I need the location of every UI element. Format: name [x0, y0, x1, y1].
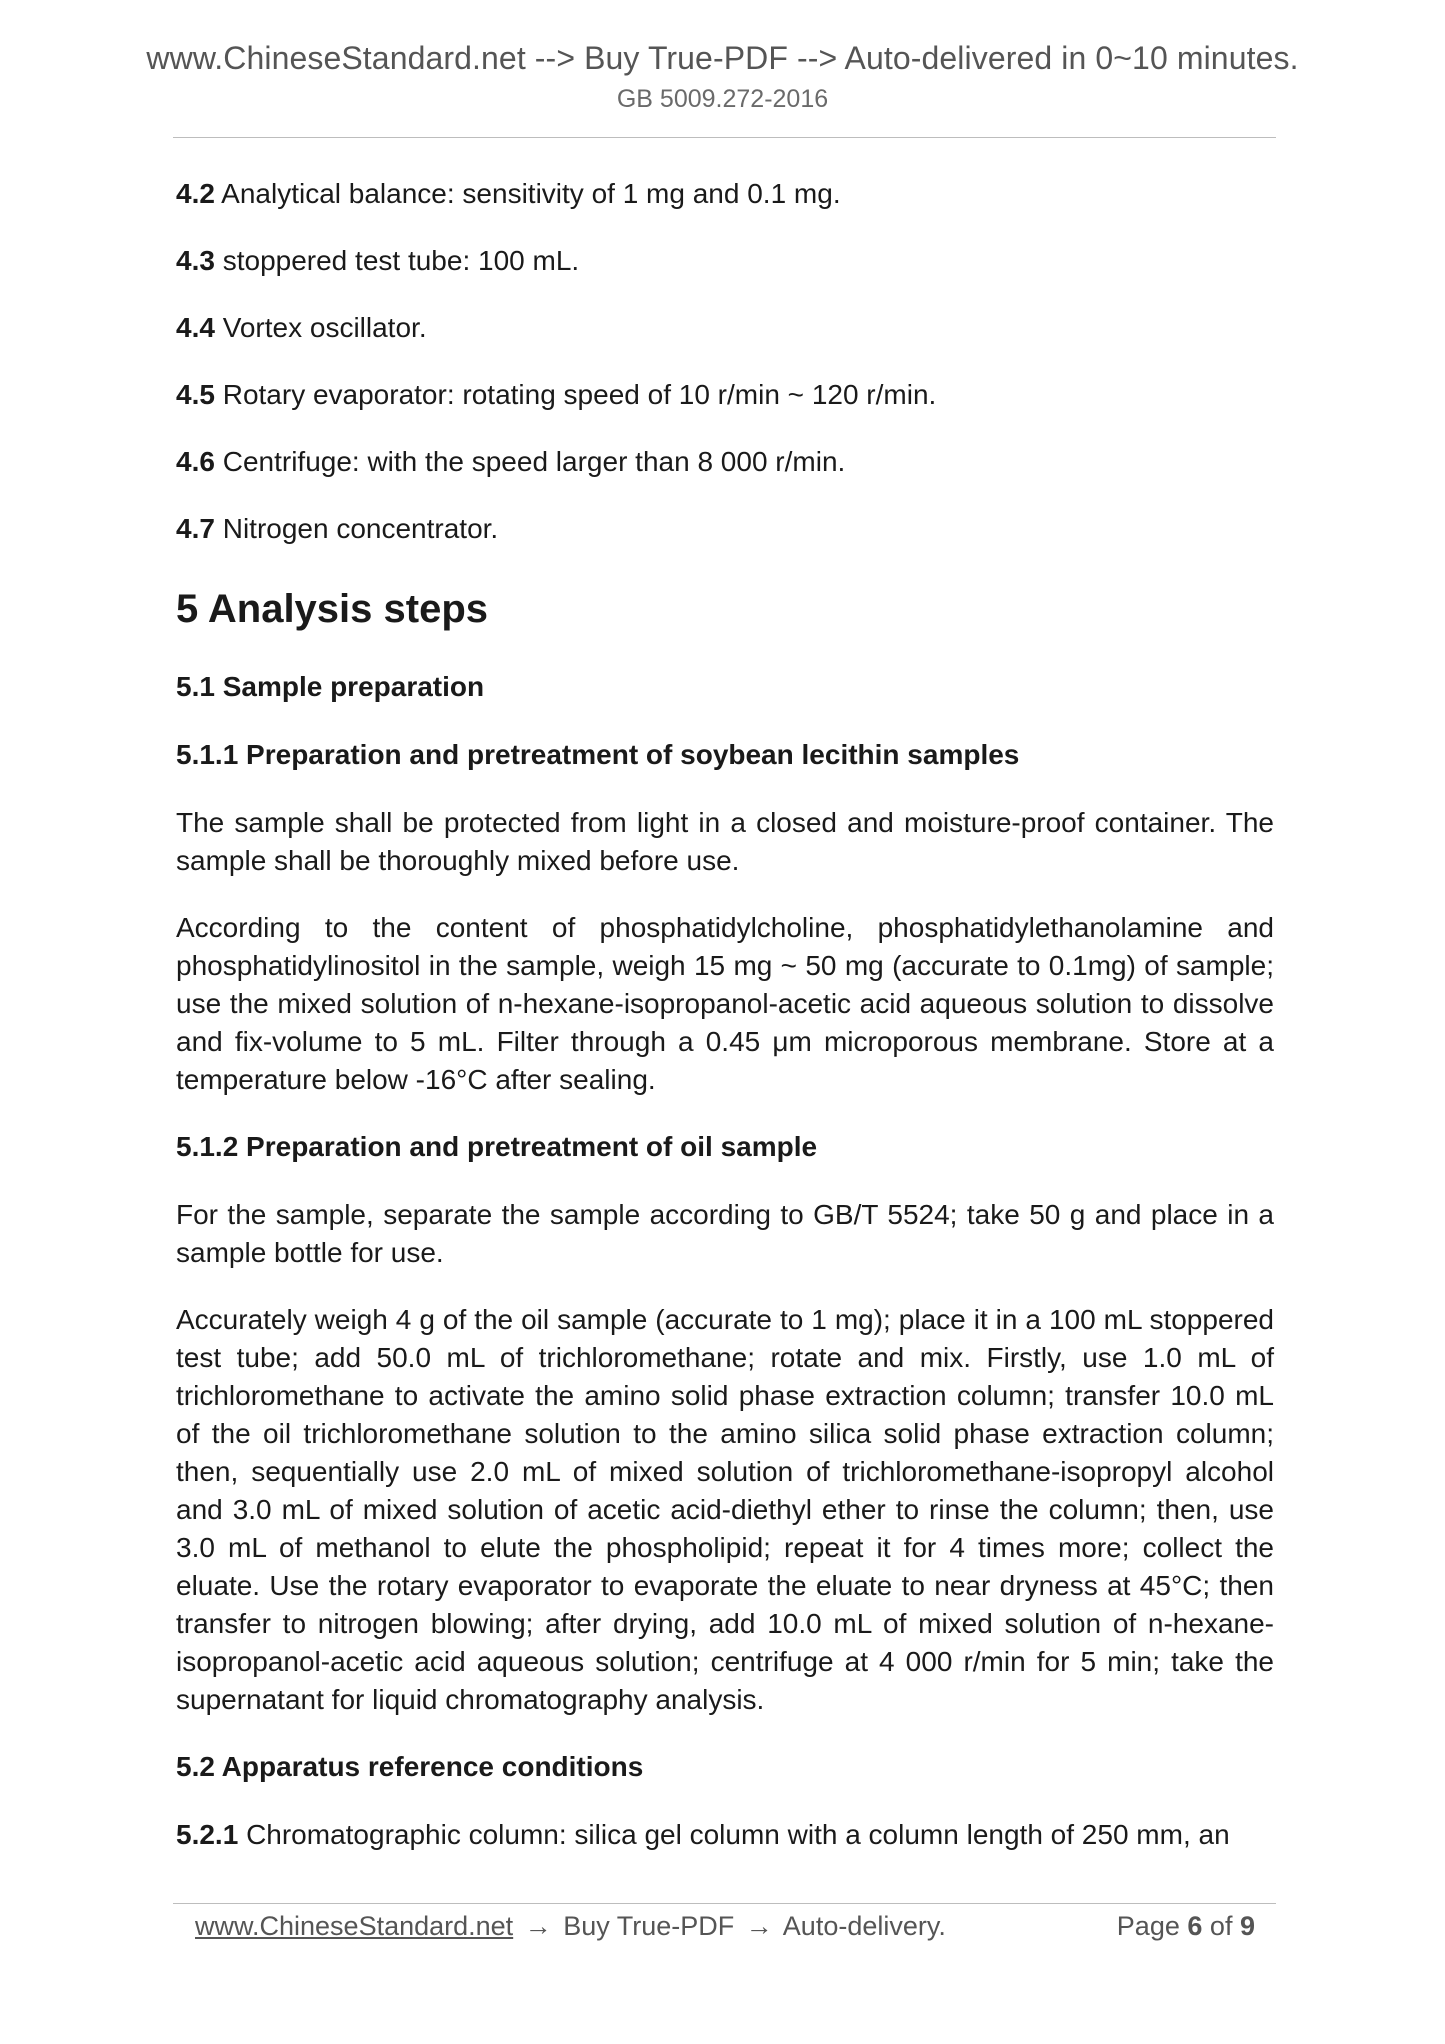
clause-number: 4.3 [176, 245, 215, 276]
page-label: Page [1116, 1911, 1180, 1941]
section-5-2-heading: 5.2 Apparatus reference conditions [176, 1751, 644, 1782]
clause-text: Nitrogen concentrator. [222, 513, 499, 544]
document-body [176, 175, 1274, 1883]
clause-number: 4.4 [176, 312, 215, 343]
clause-number: 4.7 [176, 513, 215, 544]
clause-text: stoppered test tube: 100 mL. [222, 245, 580, 276]
clause-4-2 [176, 175, 1274, 213]
clause-number: 5.2.1 [176, 1819, 239, 1850]
clause-text: Rotary evaporator: rotating speed of 10 r/min ~ 120 r/min. [222, 379, 937, 410]
paragraph-oil-sampling: For the sample, separate the sample according to GB/T 5524; take 50 g and place in a sample bottle for use. [176, 1199, 1274, 1268]
clause-text: Centrifuge: with the speed larger than 8 000 r/min. [222, 446, 846, 477]
clause-4-7 [176, 510, 1274, 548]
clause-text: Chromatographic column: silica gel column with a column length of 250 mm, an [246, 1819, 1230, 1850]
section-5-1-heading: 5.1 Sample preparation [176, 671, 485, 702]
header-title: www.ChineseStandard.net --> Buy True-PDF --> Auto-delivered in 0~10 minutes. [146, 40, 1299, 76]
section-5-1-1-heading: 5.1.1 Preparation and pretreatment of soybean lecithin samples [176, 739, 1020, 770]
paragraph-lecithin-weighing: According to the content of phosphatidylcholine, phosphatidylethanolamine and phosphatidylinositol in the sample, weigh 15 mg ~ 50 mg (accurate to 0.1mg) of sample; use the mixed solution of n-hexane-isopropanol-acetic acid aqueous solution to dissolve and fix-volume to 5 mL. Filter through a 0.45 μm microporous membrane. Store at a temperature below -16°C after sealing. [176, 912, 1274, 1095]
footer-divider [173, 1903, 1276, 1904]
clause-4-6 [176, 443, 1274, 481]
clause-4-5 [176, 376, 1274, 414]
arrow-right-icon: → [745, 1911, 773, 1941]
buy-pdf-text: Buy True-PDF [563, 1911, 735, 1941]
section-5-heading: 5 Analysis steps [176, 587, 489, 631]
clause-text: Vortex oscillator. [222, 312, 427, 343]
clause-number: 4.5 [176, 379, 215, 410]
paragraph-oil-extraction: Accurately weigh 4 g of the oil sample (accurate to 1 mg); place it in a 100 mL stoppered test tube; add 50.0 mL of trichloromethane; rotate and mix. Firstly, use 1.0 mL of trichloromethane to activate the amino solid phase extraction column; transfer 10.0 mL of the oil trichloromethane solution to the amino silica solid phase extraction column; then, sequentially use 2.0 mL of mixed solution of trichloromethane-isopropyl alcohol and 3.0 mL of mixed solution of acetic acid-diethyl ether to rinse the column; then, use 3.0 mL of methanol to elute the phospholipid; repeat it for 4 times more; collect the eluate. Use the rotary evaporator to evaporate the eluate to near dryness at 45°C; then transfer to nitrogen blowing; after drying, add 10.0 mL of mixed solution of n-hexane-isopropanol-acetic acid aqueous solution; centrifuge at 4 000 r/min for 5 min; take the supernatant for liquid chromatography analysis. [176, 1304, 1274, 1715]
page-number: 6 [1187, 1911, 1203, 1941]
section-5-1-2-heading: 5.1.2 Preparation and pretreatment of oil sample [176, 1131, 818, 1162]
clause-text: Analytical balance: sensitivity of 1 mg and 0.1 mg. [221, 178, 841, 209]
standard-number: GB 5009.272-2016 [616, 85, 829, 113]
page-total: 9 [1239, 1911, 1255, 1941]
paragraph-storage: The sample shall be protected from light in a closed and moisture-proof container. The sample shall be thoroughly mixed before use. [176, 807, 1274, 876]
clause-number: 4.2 [176, 178, 215, 209]
clause-5-2-1 [176, 1816, 1274, 1854]
clause-number: 4.6 [176, 446, 215, 477]
website-link[interactable]: www.ChineseStandard.net [195, 1911, 514, 1941]
auto-delivery-text: Auto-delivery. [782, 1911, 946, 1941]
clause-4-4 [176, 309, 1274, 347]
page-indicator [1117, 1911, 1255, 1942]
clause-4-3 [176, 242, 1274, 280]
page-footer [195, 1911, 1255, 1942]
header-divider [173, 137, 1276, 138]
page-header [0, 40, 1445, 114]
arrow-right-icon: → [524, 1911, 552, 1941]
of-label: of [1209, 1911, 1233, 1941]
